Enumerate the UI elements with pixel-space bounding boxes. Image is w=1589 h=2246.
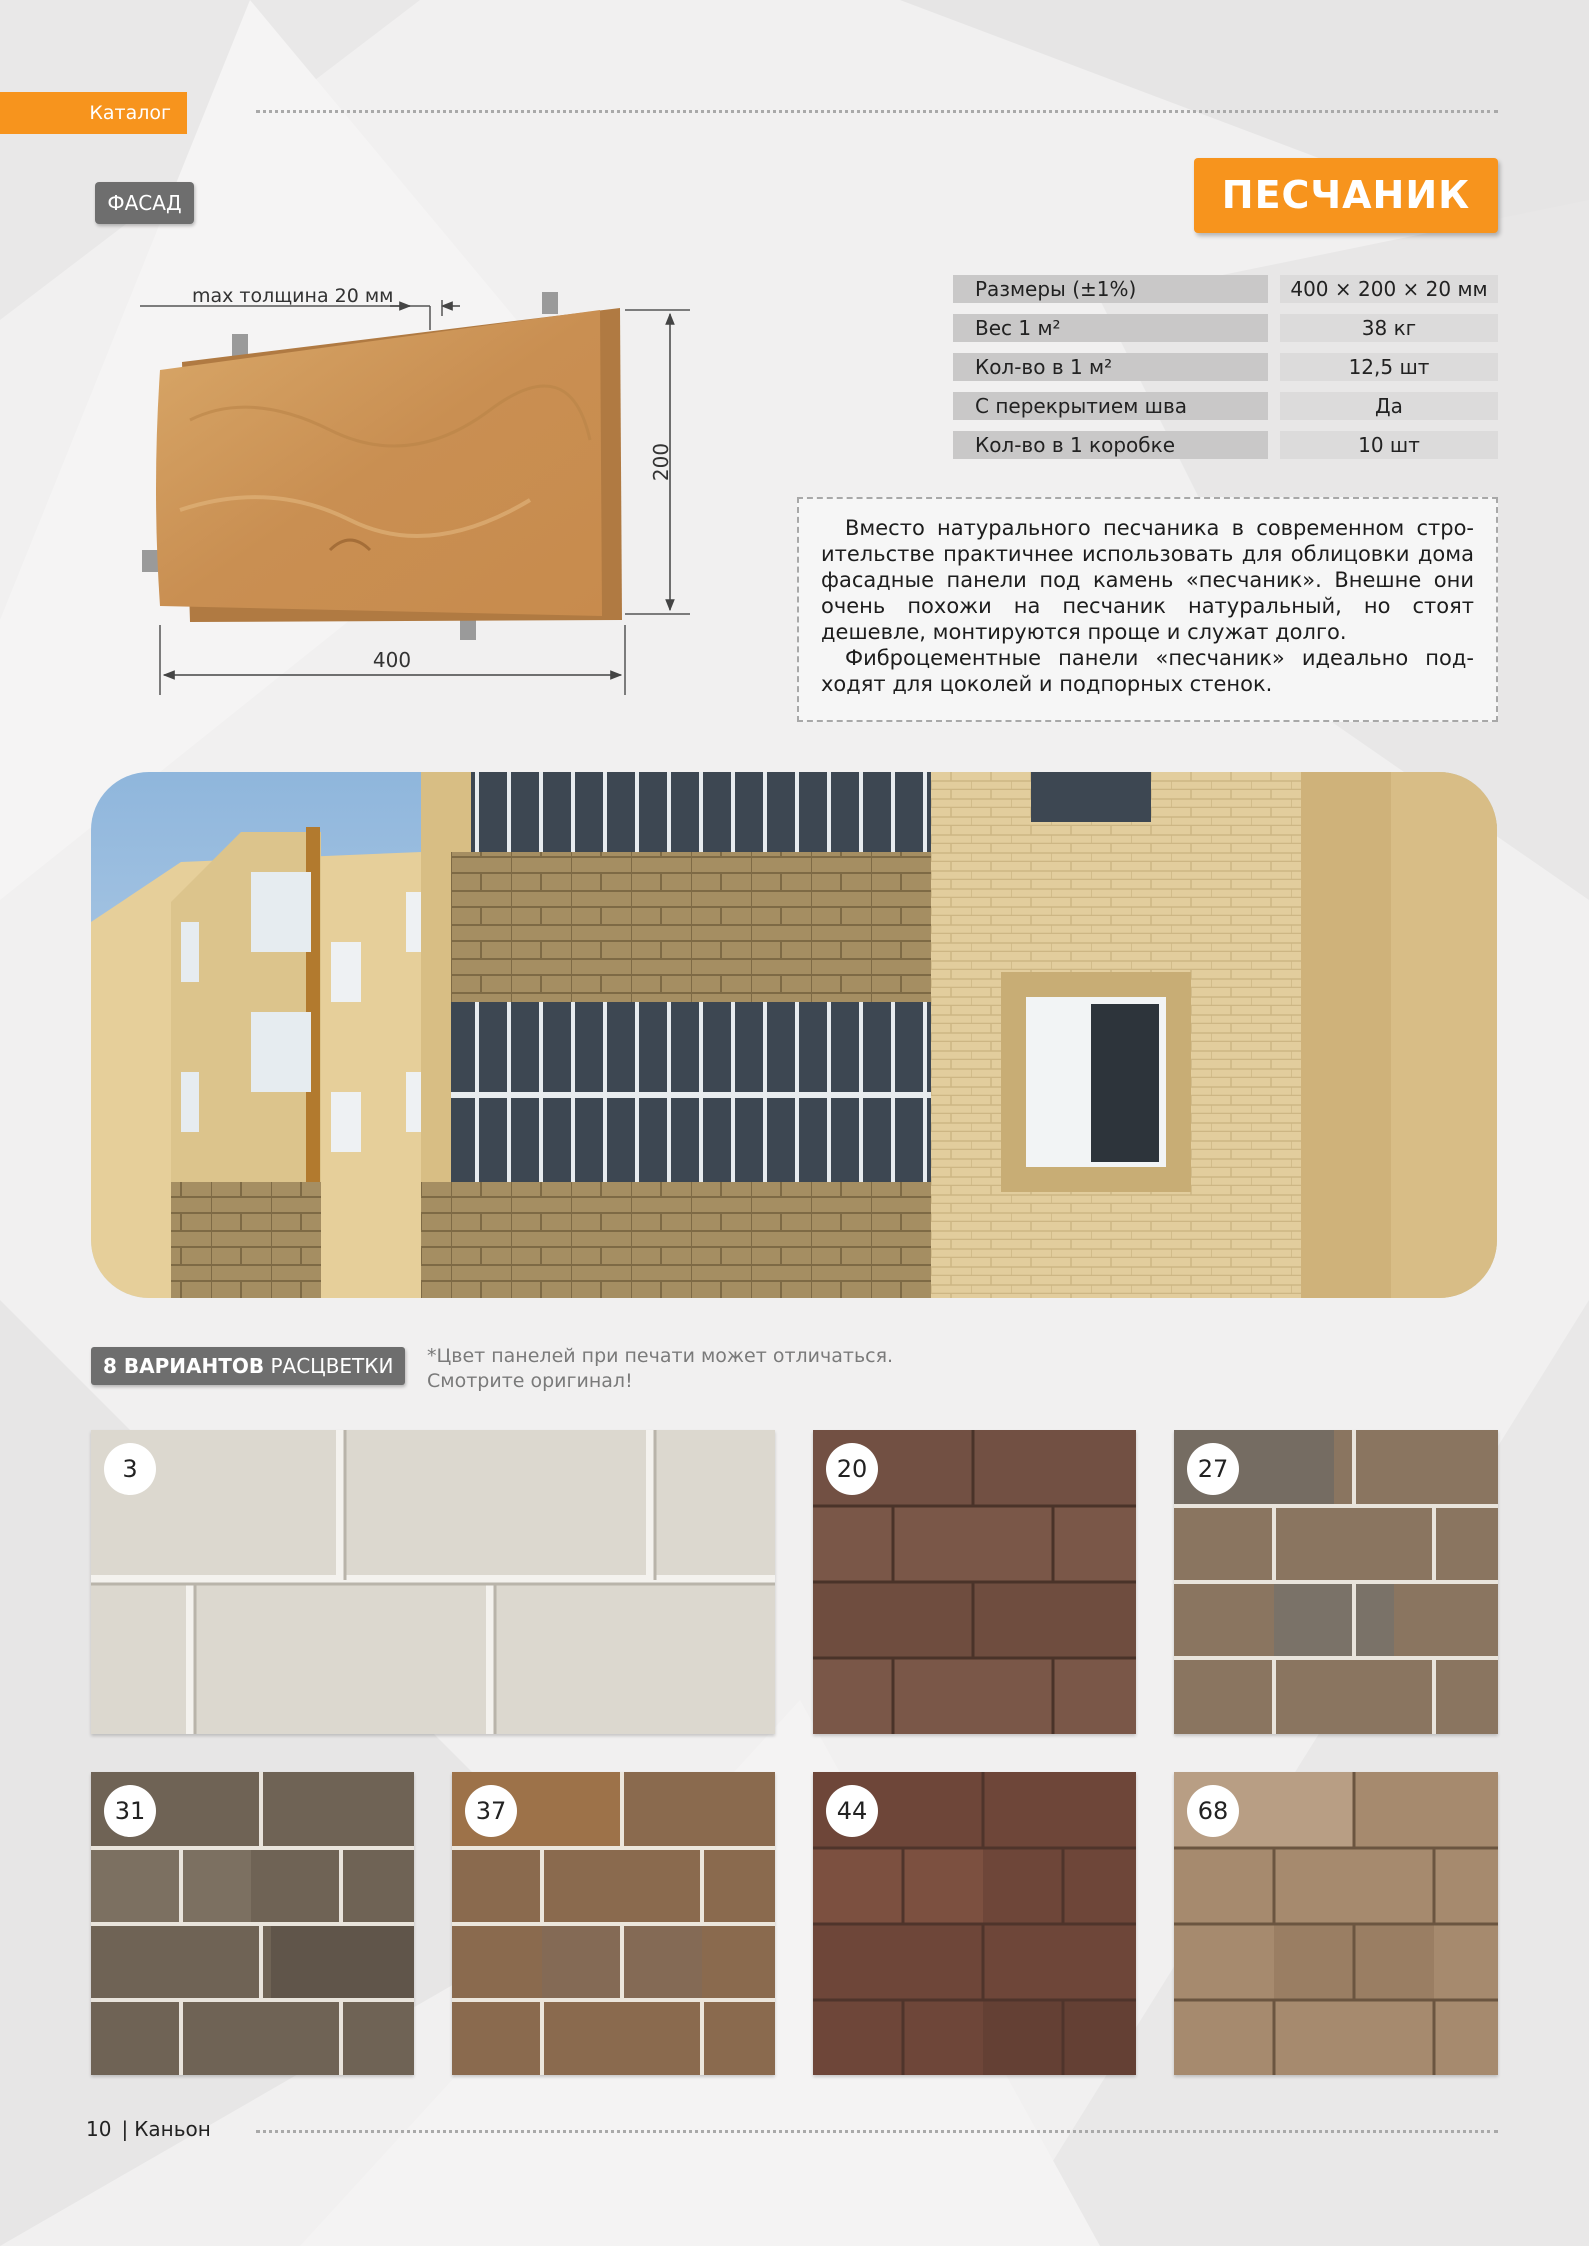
description-box [797,497,1498,722]
footer-separator: | [121,2117,129,2141]
print-color-note [427,1344,947,1394]
note-line: *Цвет панелей при печати может отличаться. [427,1345,894,1367]
spec-row [953,353,1498,381]
spec-row [953,392,1498,420]
spec-table [953,275,1498,470]
swatch-number: 3 [104,1443,156,1495]
variants-heading-rest: РАСЦВЕТКИ [270,1354,394,1378]
note-line: Смотрите оригинал! [427,1370,633,1392]
category-tag: ФАСАД [95,182,194,224]
color-swatch [91,1772,414,2075]
variants-heading-bold: 8 ВАРИАНТОВ [103,1354,265,1378]
swatch-number: 68 [1187,1785,1239,1837]
color-swatch [91,1430,775,1734]
footer [86,2117,211,2141]
building-photo [91,772,1497,1298]
color-swatch [1174,1430,1498,1734]
spec-label: С перекрытием шва [953,392,1268,420]
thickness-label: max толщина 20 мм [192,285,394,307]
spec-value: Да [1280,392,1498,420]
swatch-number: 20 [826,1443,878,1495]
description-paragraph: Фиброцементные панели «песчаник» идеально под-ходят для цоколей и подпорных стенок. [821,646,1474,696]
color-swatch [452,1772,775,2075]
variants-heading [91,1347,405,1385]
spec-label: Кол-во в 1 коробке [953,431,1268,459]
spec-row [953,275,1498,303]
spec-value: 38 кг [1280,314,1498,342]
spec-label: Вес 1 м² [953,314,1268,342]
swatch-number: 37 [465,1785,517,1837]
swatch-number: 31 [104,1785,156,1837]
spec-value: 400 × 200 × 20 мм [1280,275,1498,303]
swatch-number: 27 [1187,1443,1239,1495]
brand-name: Каньон [134,2117,211,2141]
spec-label: Кол-во в 1 м² [953,353,1268,381]
section-tab: Каталог [0,92,187,134]
description-paragraph: Вместо натурального песчаника в современном стро-ительстве практичнее использовать для облицовки дома фасадные панели под камень «песчаник». Внешне они очень похожи на песчаник натуральный, но стоят дешевле, монтируются проще и служат долго. [821,516,1474,644]
spec-label: Размеры (±1%) [953,275,1268,303]
spec-value: 12,5 шт [1280,353,1498,381]
swatch-number: 44 [826,1785,878,1837]
color-swatch [813,1772,1136,2075]
footer-divider [256,2130,1498,2133]
page-number: 10 [86,2117,112,2141]
color-swatch [813,1430,1136,1734]
height-label: 200 [649,442,673,482]
header-divider [256,110,1498,113]
product-title: ПЕСЧАНИК [1194,158,1498,233]
width-label: 400 [372,648,412,672]
panel-dimension-drawing [130,270,710,700]
spec-row [953,314,1498,342]
spec-value: 10 шт [1280,431,1498,459]
color-swatch [1174,1772,1498,2075]
spec-row [953,431,1498,459]
